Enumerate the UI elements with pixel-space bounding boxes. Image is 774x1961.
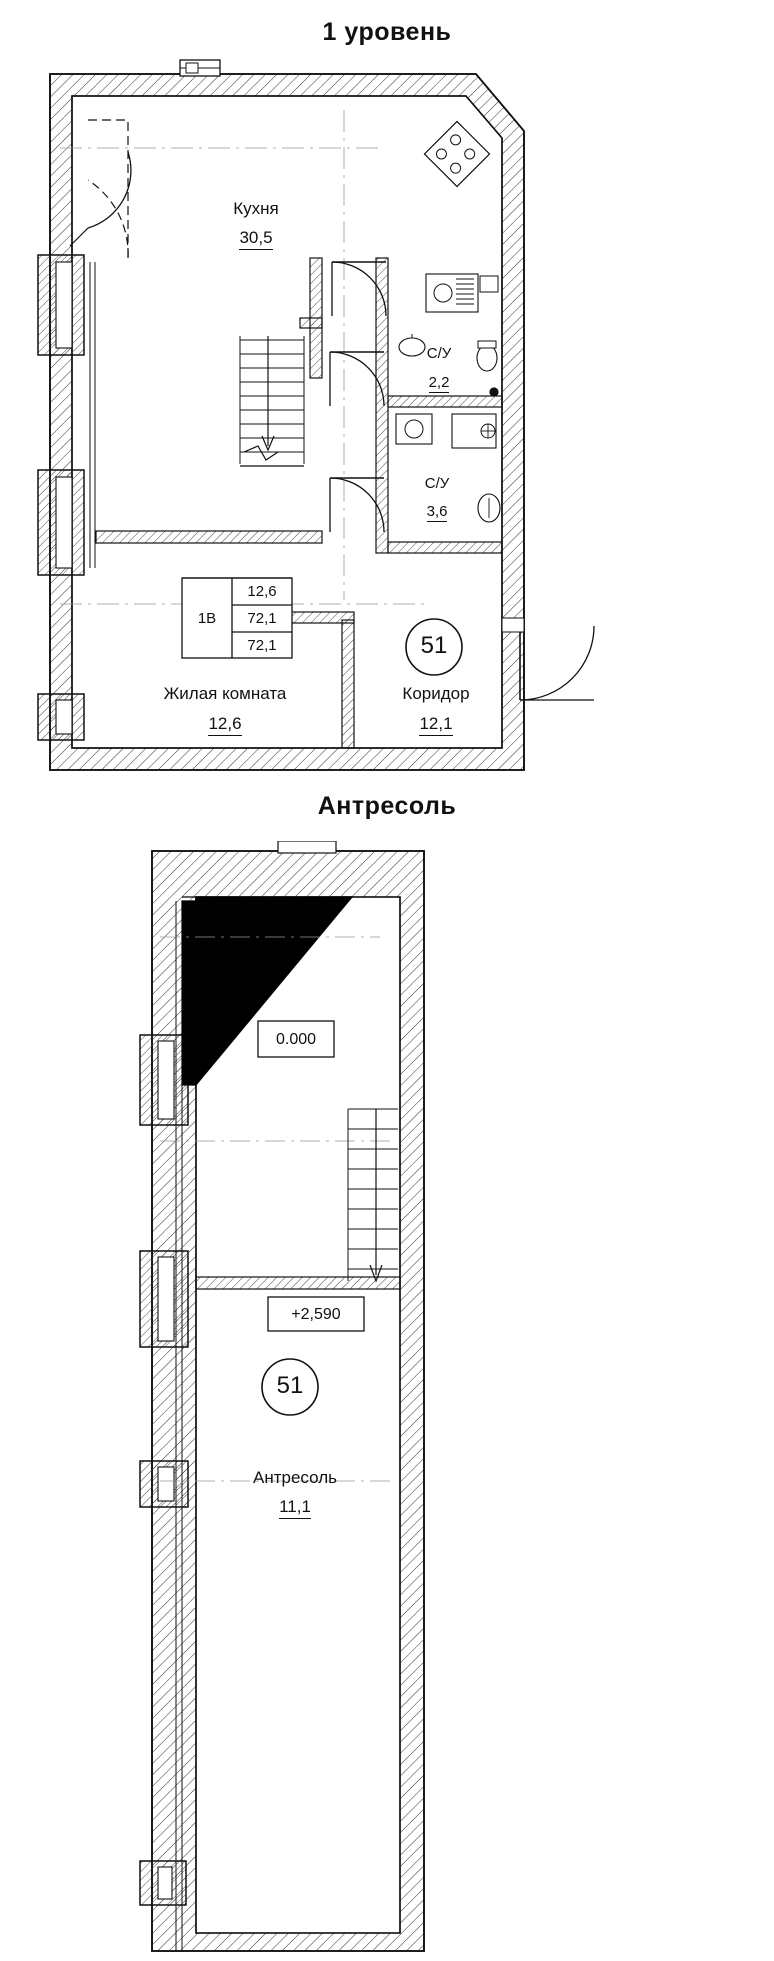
title-level-1: 1 уровень (322, 18, 452, 46)
room-area-wc-1: 2,2 (428, 374, 450, 391)
elevation-zero-label: 0.000 (275, 1031, 317, 1048)
room-area-corridor: 12,1 (419, 714, 452, 736)
spec-table-row-2: 72,1 (247, 610, 277, 627)
room-label-living: Жилая комната (163, 684, 287, 703)
level-1-floorplan-drawing (0, 0, 774, 790)
room-area-living-wrap (96, 714, 354, 736)
spec-table-row-3: 72,1 (247, 637, 277, 654)
mezzanine-floorplan-drawing (0, 841, 774, 1961)
room-area-mezzanine-wrap (180, 1497, 410, 1519)
room-area-living: 12,6 (208, 714, 241, 736)
title-mezzanine: Антресоль (317, 792, 457, 820)
room-area-kitchen: 30,5 (239, 228, 272, 250)
room-label-corridor: Коридор (402, 684, 470, 703)
elevation-mark-label: +2,590 (291, 1306, 341, 1323)
room-label-wc-2: С/У (424, 475, 450, 492)
room-area-kitchen-wrap (0, 228, 512, 250)
room-area-wc-2-wrap (382, 503, 492, 522)
spec-table-type: 1В (197, 610, 217, 627)
spec-table-row-1: 12,6 (247, 583, 277, 600)
room-area-mezzanine: 11,1 (279, 1497, 311, 1519)
room-label-wc-1: С/У (426, 345, 452, 362)
room-area-wc-1-wrap (384, 374, 494, 393)
room-label-kitchen: Кухня (233, 199, 279, 218)
room-label-mezzanine: Антресоль (253, 1468, 337, 1487)
apartment-number-mezzanine: 51 (276, 1372, 304, 1399)
apartment-number-level-1: 51 (420, 632, 448, 659)
room-area-corridor-wrap (356, 714, 516, 736)
room-area-wc-2: 3,6 (426, 503, 448, 520)
